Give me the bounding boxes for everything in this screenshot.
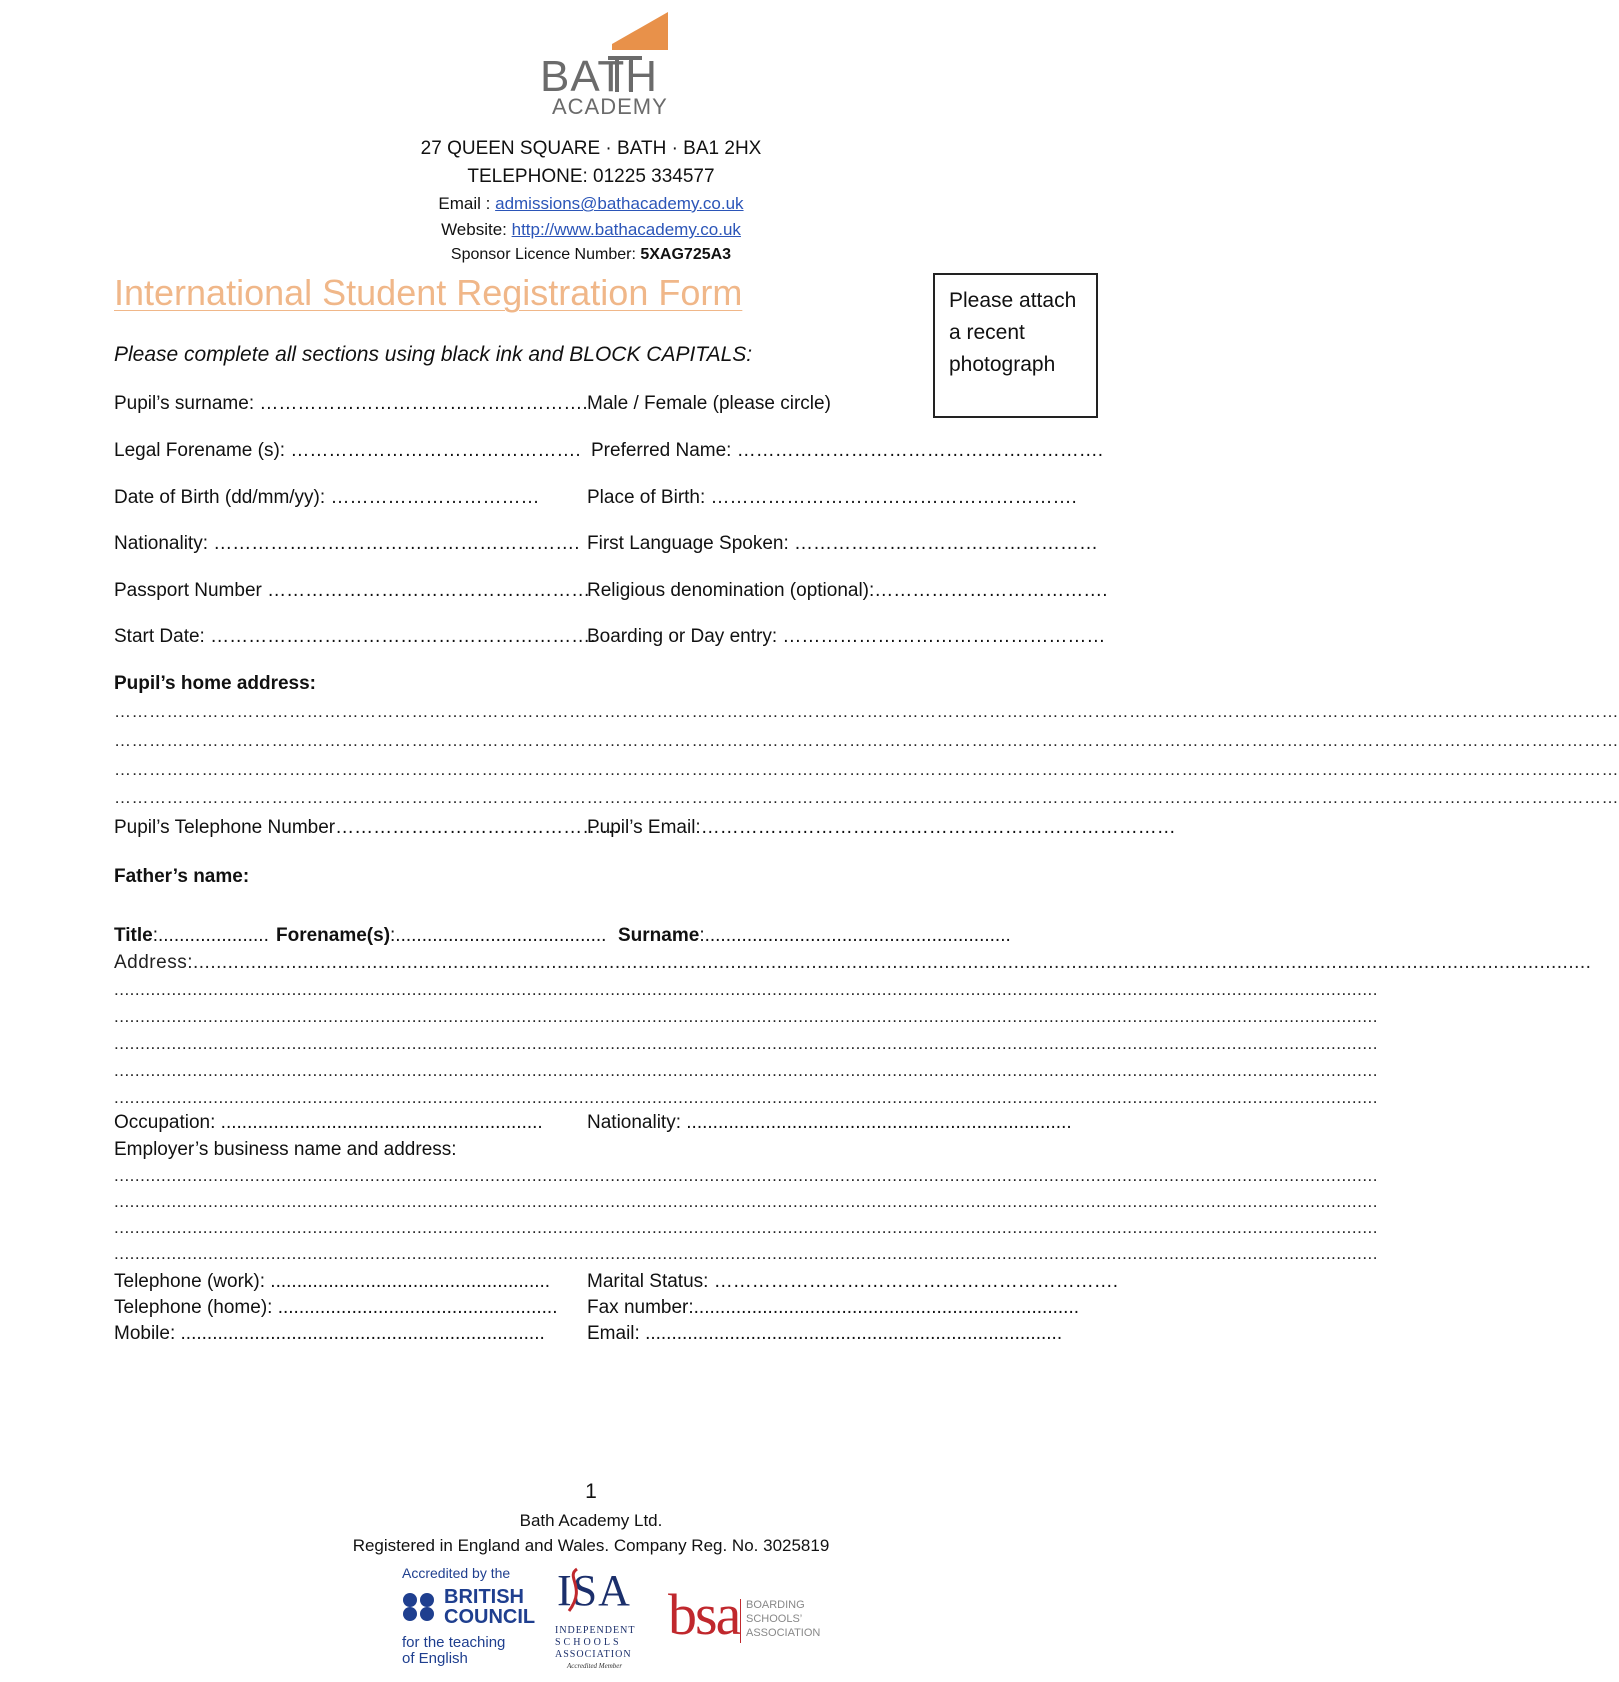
field-religion[interactable]: Religious denomination (optional):……………………………….	[587, 580, 1108, 601]
field-father-nationality[interactable]: Nationality: .........................................................................	[587, 1112, 1072, 1133]
field-father-title[interactable]: Title:.....................	[114, 925, 269, 946]
british-council-dots-icon	[402, 1593, 444, 1615]
field-fax-number[interactable]: Fax number:.........................................................................	[587, 1297, 1080, 1318]
home-address-line-4[interactable]: ……………………………………………………………………………………………………………………………………………………………………………………………………………………………………	[114, 788, 1619, 807]
row-pupil-contact	[114, 817, 1176, 843]
logo-word-bath: BATH	[540, 52, 659, 101]
row-employer	[114, 1139, 1098, 1165]
field-preferred-name[interactable]: Preferred Name: ………………………………………………….	[591, 440, 1103, 461]
email-link[interactable]: admissions@bathacademy.co.uk	[495, 194, 744, 213]
row-dob	[114, 487, 1098, 513]
field-mobile[interactable]: Mobile: .....................................................................	[114, 1323, 545, 1344]
field-marital-status[interactable]: Marital Status: ……………………………………………………….	[587, 1271, 1118, 1292]
field-telephone-home[interactable]: Telephone (home): .....................................................	[114, 1297, 558, 1318]
bsa-logo: bsa BOARDING SCHOOLS’ ASSOCIATION	[668, 1582, 821, 1647]
row-surname	[114, 393, 1098, 419]
father-address-line-1[interactable]: ..................................................................................................................................................................................................................................................	[114, 980, 1379, 999]
isa-logo: ISA INDEPENDENT SCHOOLS ASSOCIATION Accredited Member	[555, 1566, 636, 1670]
father-address-line-2[interactable]: ..................................................................................................................................................................................................................................................	[114, 1007, 1379, 1026]
field-father-email[interactable]: Email: ...............................................................................	[587, 1323, 1063, 1344]
row-mobile	[114, 1323, 1098, 1349]
field-father-forename[interactable]: Forename(s):........................................	[276, 925, 607, 946]
field-passport[interactable]: Passport Number ……………………………………………	[114, 580, 591, 601]
row-passport	[114, 580, 1108, 606]
photo-box: Please attach a recent photograph	[933, 273, 1098, 418]
bath-academy-logo	[540, 12, 670, 117]
field-start-date[interactable]: Start Date: …………………………………………………….	[114, 626, 596, 647]
field-place-of-birth[interactable]: Place of Birth: ………………………………………………….	[587, 487, 1077, 508]
field-telephone-work[interactable]: Telephone (work): .....................................................	[114, 1271, 551, 1292]
row-telephone-work	[114, 1271, 1118, 1297]
form-title: International Student Registration Form	[114, 272, 743, 313]
home-address-line-2[interactable]: ……………………………………………………………………………………………………………………………………………………………………………………………………………………………………	[114, 731, 1619, 750]
father-address-line-4[interactable]: ..................................................................................................................................................................................................................................................	[114, 1061, 1379, 1080]
father-heading: Father’s name:	[114, 866, 250, 887]
employer-line-3[interactable]: ..................................................................................................................................................................................................................................................	[114, 1218, 1379, 1237]
bsa-divider	[740, 1599, 741, 1643]
website-line: Website: http://www.bathacademy.co.uk	[441, 220, 741, 239]
row-telephone-home	[114, 1297, 1098, 1323]
field-gender[interactable]: Male / Female (please circle)	[587, 393, 831, 414]
row-start-date	[114, 626, 1106, 652]
employer-line-4[interactable]: ..................................................................................................................................................................................................................................................	[114, 1244, 1379, 1263]
home-address-line-1[interactable]: ……………………………………………………………………………………………………………………………………………………………………………………………………………………………………	[114, 702, 1619, 721]
father-address-line-3[interactable]: ..................................................................................................................................................................................................................................................	[114, 1034, 1379, 1053]
email-line: Email : admissions@bathacademy.co.uk	[438, 194, 744, 213]
row-father-name	[114, 925, 1098, 951]
field-legal-forename[interactable]: Legal Forename (s): ……………………………………….	[114, 440, 581, 461]
field-pupil-email[interactable]: Pupil’s Email:…………………………………………………………………	[587, 817, 1176, 838]
field-boarding[interactable]: Boarding or Day entry: ……………………………………………	[587, 626, 1106, 647]
row-nationality	[114, 533, 1098, 559]
instructions: Please complete all sections using black ink and BLOCK CAPITALS:	[114, 343, 753, 366]
isa-swirl-icon	[559, 1567, 589, 1613]
sponsor-line: Sponsor Licence Number: 5XAG725A3	[450, 246, 732, 263]
telephone-line: TELEPHONE: 01225 334577	[467, 166, 715, 187]
address-line: 27 QUEEN SQUARE · BATH · BA1 2HX	[420, 138, 762, 159]
field-father-occupation[interactable]: Occupation: .............................................................	[114, 1112, 543, 1133]
employer-line-2[interactable]: ..................................................................................................................................................................................................................................................	[114, 1192, 1379, 1211]
field-surname[interactable]: Pupil’s surname: …………………………………………….	[114, 393, 588, 414]
accreditation-logos	[0, 1565, 1182, 1675]
logo-word-academy: ACADEMY	[552, 94, 668, 119]
page-number: 1	[585, 1480, 597, 1503]
home-address-heading: Pupil’s home address:	[114, 673, 317, 694]
field-father-address[interactable]: Address:..................................................................................................................................................................................................................................................	[114, 952, 1592, 973]
field-dob[interactable]: Date of Birth (dd/mm/yy): ……………………………	[114, 487, 540, 508]
british-council-logo: Accredited by the BRITISH COUNCIL for the teaching of English	[402, 1565, 536, 1667]
home-address-line-3[interactable]: ……………………………………………………………………………………………………………………………………………………………………………………………………………………………………	[114, 760, 1619, 779]
website-link[interactable]: http://www.bathacademy.co.uk	[511, 220, 741, 239]
footer-company: Bath Academy Ltd.	[519, 1511, 663, 1530]
employer-line-1[interactable]: ..................................................................................................................................................................................................................................................	[114, 1166, 1379, 1185]
field-pupil-telephone[interactable]: Pupil’s Telephone Number………………………………………	[114, 817, 621, 838]
field-nationality[interactable]: Nationality: ………………………………………………….	[114, 533, 580, 554]
field-father-surname[interactable]: Surname:..........................................................	[618, 925, 1011, 946]
row-father-occupation	[114, 1112, 1098, 1138]
footer-registration: Registered in England and Wales. Company Reg. No. 3025819	[352, 1536, 830, 1555]
father-address-line-5[interactable]: ..................................................................................................................................................................................................................................................	[114, 1088, 1379, 1107]
row-forename	[114, 440, 1103, 466]
employer-label: Employer’s business name and address:	[114, 1139, 457, 1160]
field-first-language[interactable]: First Language Spoken: …………………………………………	[587, 533, 1099, 554]
